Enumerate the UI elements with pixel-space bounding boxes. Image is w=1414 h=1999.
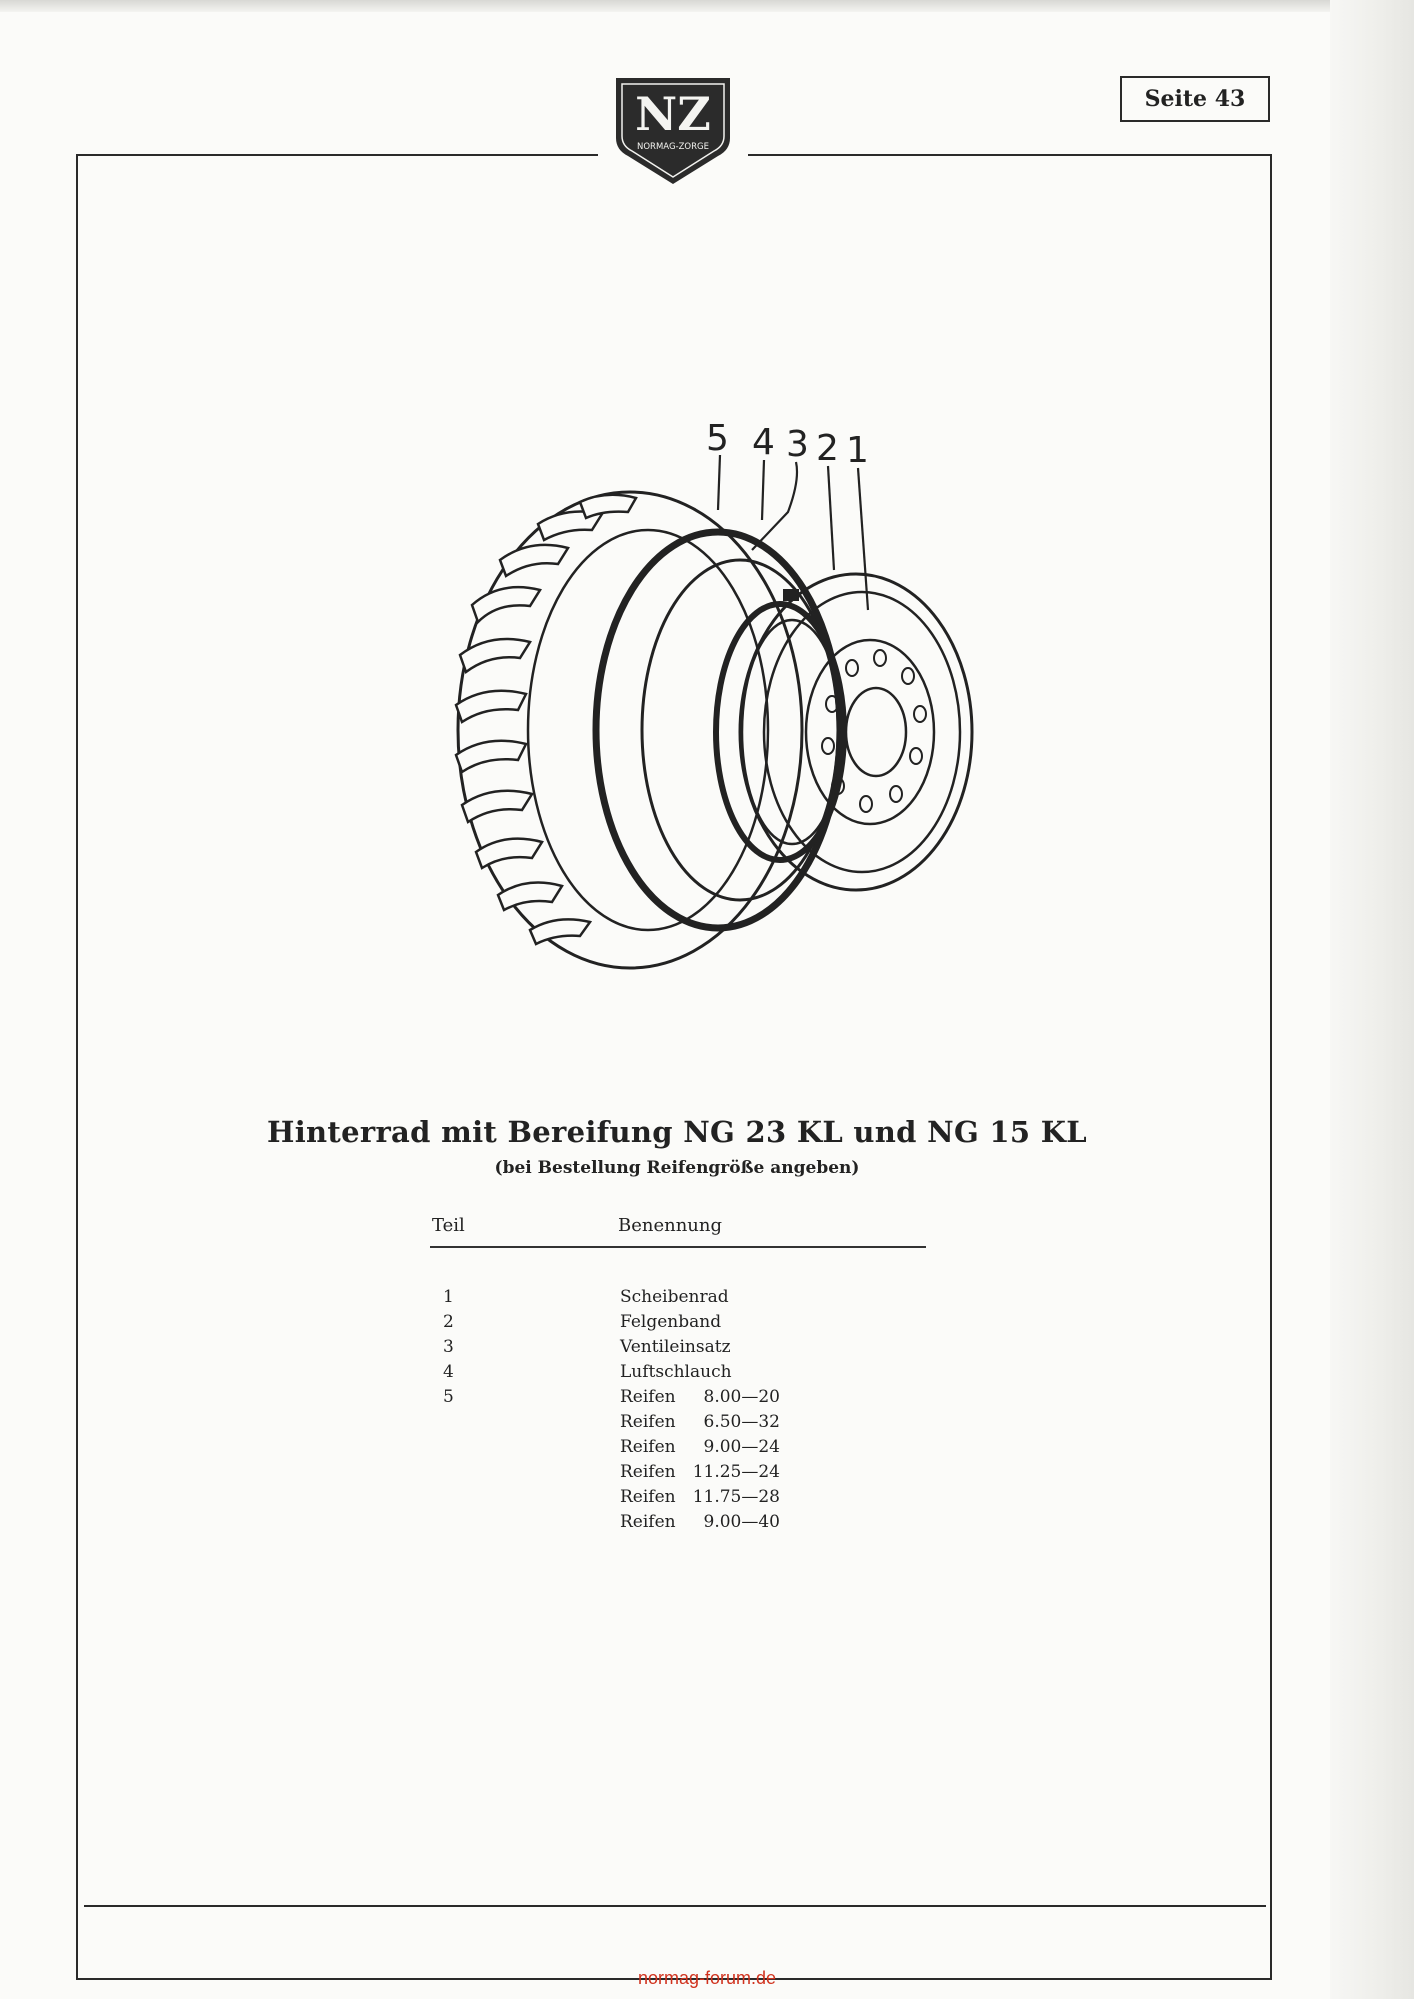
page-subtitle: (bei Bestellung Reifengröße angeben) — [494, 1158, 860, 1178]
callout-5: 5 — [706, 418, 729, 459]
table-row — [0, 1412, 1000, 1438]
table-row — [0, 1337, 1000, 1363]
part-name: Scheibenrad — [620, 1287, 729, 1307]
normag-zorge-logo — [608, 70, 738, 190]
part-number: 5 — [443, 1387, 454, 1407]
wheel-exploded-drawing — [380, 400, 980, 1020]
part-name: Reifen — [620, 1462, 676, 1482]
part-name: Ventileinsatz — [620, 1337, 731, 1357]
callout-4: 4 — [752, 422, 775, 463]
callout-3: 3 — [786, 424, 809, 465]
page-number: Seite 43 — [1144, 86, 1246, 112]
part-name: Felgenband — [620, 1312, 722, 1332]
table-row — [0, 1462, 1000, 1488]
scan-top-edge — [0, 0, 1414, 12]
column-header-benennung: Benennung — [618, 1215, 723, 1236]
tyre — [456, 492, 802, 968]
part-number: 3 — [443, 1337, 454, 1357]
tyre-size: 11.25—24 — [692, 1462, 780, 1482]
page-title: Hinterrad mit Bereifung NG 23 KL und NG 15 KL — [267, 1115, 1087, 1149]
table-row — [0, 1437, 1000, 1463]
header-rule — [430, 1246, 926, 1248]
tyre-size: 9.00—24 — [703, 1437, 780, 1457]
part-number: 1 — [443, 1287, 454, 1307]
table-row — [0, 1387, 1000, 1413]
table-row — [0, 1312, 1000, 1338]
page-number-box — [1120, 76, 1270, 122]
disc-wheel — [740, 574, 972, 890]
part-name: Reifen — [620, 1387, 676, 1407]
table-row — [0, 1512, 1000, 1538]
part-name: Reifen — [620, 1412, 676, 1432]
part-name: Reifen — [620, 1437, 676, 1457]
tyre-size: 9.00—40 — [703, 1512, 780, 1532]
tyre-size: 11.75—28 — [692, 1487, 780, 1507]
table-row — [0, 1287, 1000, 1313]
tyre-size: 8.00—20 — [703, 1387, 780, 1407]
callout-labels — [706, 418, 869, 471]
table-row — [0, 1487, 1000, 1513]
scan-right-edge — [1330, 0, 1414, 1999]
logo-letters: NZ — [635, 87, 711, 141]
part-number: 2 — [443, 1312, 454, 1332]
logo-subtext: NORMAG-ZORGE — [637, 142, 709, 152]
footer-rule — [84, 1905, 1266, 1907]
part-name: Luftschlauch — [620, 1362, 732, 1382]
tyre-size: 6.50—32 — [703, 1412, 780, 1432]
rim-band — [716, 604, 844, 860]
table-row — [0, 1362, 1000, 1388]
watermark: normag-forum.de — [637, 1968, 777, 1988]
callout-1: 1 — [846, 430, 869, 471]
column-header-teil: Teil — [432, 1215, 465, 1236]
part-name: Reifen — [620, 1487, 676, 1507]
part-name: Reifen — [620, 1512, 676, 1532]
part-number: 4 — [443, 1362, 454, 1382]
callout-2: 2 — [816, 428, 839, 469]
